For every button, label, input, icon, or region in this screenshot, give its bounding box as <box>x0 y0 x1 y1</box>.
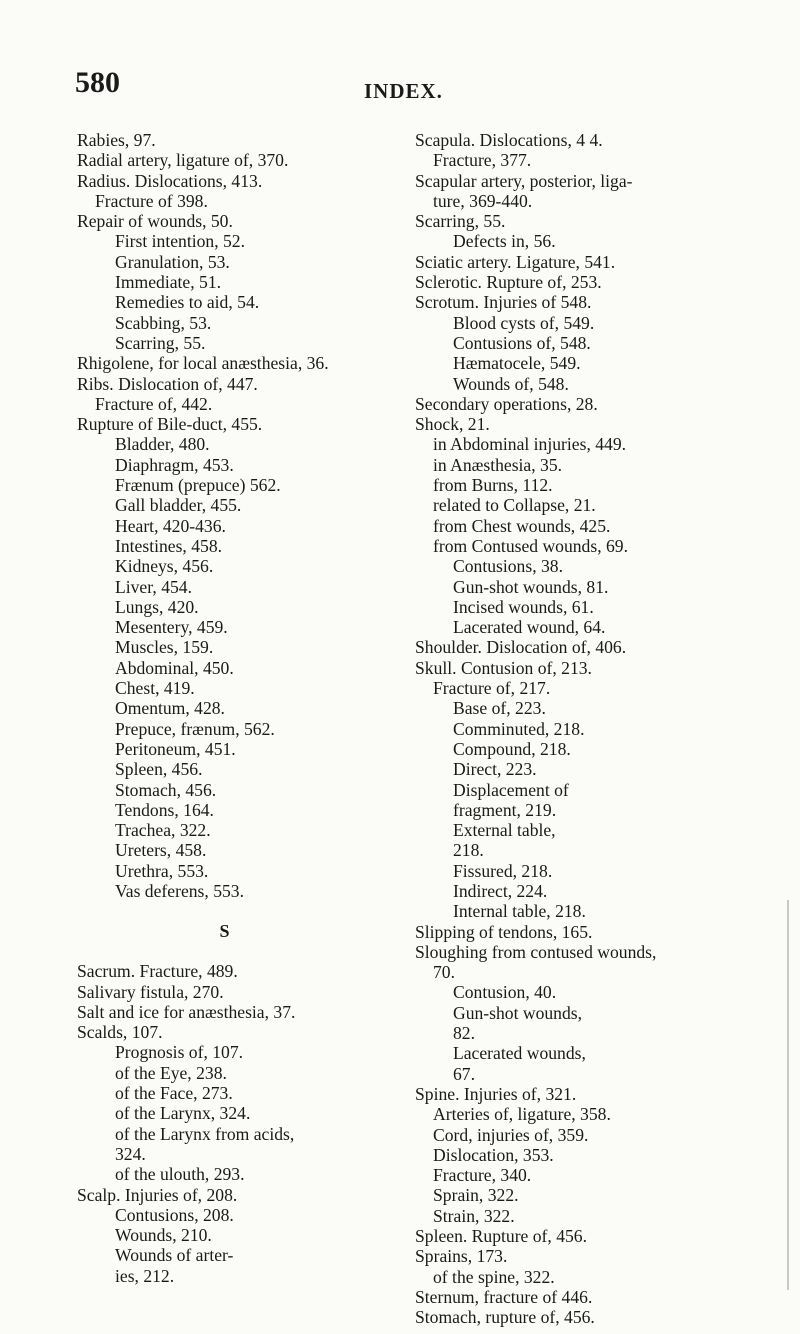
index-subentry: 67. <box>453 1063 475 1084</box>
index-entry: Sclerotic. Rupture of, 253. <box>415 272 602 293</box>
section-letter: S <box>219 921 230 942</box>
index-subentry: Compound, 218. <box>453 738 571 759</box>
index-subentry: Dislocation, 353. <box>433 1144 554 1165</box>
index-subentry: Abdominal, 450. <box>115 657 234 678</box>
index-subentry: from Burns, 112. <box>433 475 553 496</box>
index-entry: Ribs. Dislocation of, 447. <box>77 373 258 394</box>
index-subentry: Remedies to aid, 54. <box>115 292 260 313</box>
page-number: 580 <box>75 66 120 99</box>
index-subentry: Heart, 420-436. <box>115 515 226 536</box>
index-subentry: from Chest wounds, 425. <box>433 515 611 536</box>
index-entry: Rhigolene, for local anæsthesia, 36. <box>77 353 329 374</box>
index-entry: Rabies, 97. <box>77 130 156 150</box>
index-column-right <box>415 130 755 1328</box>
index-subentry: Strain, 322. <box>433 1205 515 1226</box>
index-entry: Rupture of Bile-duct, 455. <box>77 414 263 435</box>
index-subentry: Diaphragm, 453. <box>115 454 234 475</box>
index-subentry: Wounds of arter- <box>115 1245 234 1266</box>
index-subentry: Direct, 223. <box>453 759 537 780</box>
index-subentry: Lungs, 420. <box>115 596 199 617</box>
index-subentry: Ureters, 458. <box>115 840 207 861</box>
index-entry: Secondary operations, 28. <box>415 393 598 414</box>
index-subentry: Wounds of, 548. <box>453 373 569 394</box>
index-subentry: Fracture, 340. <box>433 1165 532 1186</box>
index-subentry: Lacerated wound, 64. <box>453 617 606 638</box>
index-entry: Spleen. Rupture of, 456. <box>415 1226 588 1247</box>
index-entry: Sternum, fracture of 446. <box>415 1286 593 1307</box>
index-subentry: Defects in, 56. <box>453 231 556 252</box>
index-subentry: Prepuce, frænum, 562. <box>115 718 275 739</box>
index-subentry: Frænum (prepuce) 562. <box>115 475 281 496</box>
index-subentry: Kidneys, 456. <box>115 556 214 577</box>
spacer <box>77 901 402 911</box>
index-subentry: Fracture of, 442. <box>95 393 213 414</box>
index-subentry: of the spine, 322. <box>433 1266 555 1287</box>
index-subentry: Arteries of, ligature, 358. <box>433 1104 611 1125</box>
index-subentry: Tendons, 164. <box>115 799 214 820</box>
index-subentry: Muscles, 159. <box>115 637 214 658</box>
index-subentry: Gall bladder, 455. <box>115 495 242 516</box>
index-subentry: fragment, 219. <box>453 799 557 820</box>
index-subentry: Contusions, 208. <box>115 1204 234 1225</box>
page-title: INDEX. <box>364 79 443 103</box>
index-subentry: of the Larynx from acids, <box>115 1123 295 1144</box>
index-subentry: 70. <box>433 962 455 983</box>
index-subentry: Contusions, 38. <box>453 556 563 577</box>
index-subentry: 324. <box>115 1143 146 1164</box>
index-subentry: in Anæsthesia, 35. <box>433 454 563 475</box>
index-entry: Scapular artery, posterior, liga- <box>415 170 633 191</box>
index-entry: Scarring, 55. <box>415 211 506 232</box>
index-subentry: Contusions of, 548. <box>453 332 591 353</box>
index-subentry: Spleen, 456. <box>115 759 203 780</box>
index-subentry: Immediate, 51. <box>115 272 222 293</box>
index-entry: Radius. Dislocations, 413. <box>77 170 263 191</box>
index-subentry: Cord, injuries of, 359. <box>433 1124 589 1145</box>
index-subentry: of the Face, 273. <box>115 1083 233 1104</box>
index-subentry: Vas deferens, 553. <box>115 880 244 901</box>
index-subentry: Fracture of 398. <box>95 190 208 211</box>
index-subentry: Gun-shot wounds, <box>453 1002 583 1023</box>
page-edge-shadow <box>787 900 789 1290</box>
index-entry: Scapula. Dislocations, 4 4. <box>415 130 603 150</box>
index-subentry: Stomach, 456. <box>115 779 217 800</box>
index-entry: Radial artery, ligature of, 370. <box>77 150 289 171</box>
index-subentry: Gun-shot wounds, 81. <box>453 576 609 597</box>
index-subentry: of the ulouth, 293. <box>115 1164 245 1185</box>
index-subentry: ies, 212. <box>115 1265 175 1286</box>
index-entry: Salivary fistula, 270. <box>77 981 224 1002</box>
index-entry: Sciatic artery. Ligature, 541. <box>415 251 616 272</box>
index-subentry: of the Eye, 238. <box>115 1062 227 1083</box>
index-subentry: Wounds, 210. <box>115 1225 212 1246</box>
index-entry: Scalds, 107. <box>77 1022 163 1043</box>
index-subentry: Sprain, 322. <box>433 1185 519 1206</box>
index-subentry: of the Larynx, 324. <box>115 1103 251 1124</box>
index-subentry: Lacerated wounds, <box>453 1043 586 1064</box>
index-subentry: Blood cysts of, 549. <box>453 312 595 333</box>
index-subentry: Bladder, 480. <box>115 434 210 455</box>
index-subentry: Contusion, 40. <box>453 982 557 1003</box>
index-subentry: Fissured, 218. <box>453 860 553 881</box>
index-subentry: Hæmatocele, 549. <box>453 353 581 374</box>
index-subentry: Intestines, 458. <box>115 535 223 556</box>
index-subentry: in Abdominal injuries, 449. <box>433 434 627 455</box>
index-subentry: Incised wounds, 61. <box>453 596 594 617</box>
index-subentry: related to Collapse, 21. <box>433 495 596 516</box>
index-entry: Scrotum. Injuries of 548. <box>415 292 592 313</box>
index-subentry: Prognosis of, 107. <box>115 1042 244 1063</box>
index-subentry: First intention, 52. <box>115 231 246 252</box>
index-entry: Shoulder. Dislocation of, 406. <box>415 637 627 658</box>
index-entry: Spine. Injuries of, 321. <box>415 1083 577 1104</box>
index-subentry: Fracture of, 217. <box>433 678 551 699</box>
index-subentry: Comminuted, 218. <box>453 718 585 739</box>
index-entry: Repair of wounds, 50. <box>77 211 233 232</box>
index-subentry: Chest, 419. <box>115 678 195 699</box>
index-subentry: from Contused wounds, 69. <box>433 535 628 556</box>
index-subentry: Trachea, 322. <box>115 820 211 841</box>
index-subentry: Urethra, 553. <box>115 860 209 881</box>
index-subentry: Indirect, 224. <box>453 880 548 901</box>
index-subentry: External table, <box>453 820 556 841</box>
index-entry: Sprains, 173. <box>415 1246 508 1267</box>
index-entry: Skull. Contusion of, 213. <box>415 657 592 678</box>
index-entry: Salt and ice for anæsthesia, 37. <box>77 1001 296 1022</box>
index-subentry: Peritoneum, 451. <box>115 738 236 759</box>
index-subentry: Internal table, 218. <box>453 901 586 922</box>
index-subentry: Liver, 454. <box>115 576 192 597</box>
index-subentry: 82. <box>453 1023 475 1044</box>
index-subentry: Displacement of <box>453 779 569 800</box>
index-entry: Sloughing from contused wounds, <box>415 941 657 962</box>
index-entry: Shock, 21. <box>415 414 490 435</box>
index-subentry: Scarring, 55. <box>115 332 206 353</box>
index-column-left <box>77 130 402 1286</box>
index-entry: Stomach, rupture of, 456. <box>415 1307 595 1328</box>
index-entry: Sacrum. Fracture, 489. <box>77 961 238 982</box>
index-subentry: ture, 369-440. <box>433 190 533 211</box>
index-entry: Scalp. Injuries of, 208. <box>77 1184 238 1205</box>
spacer <box>77 951 402 961</box>
index-entry: Slipping of tendons, 165. <box>415 921 593 942</box>
index-subentry: Base of, 223. <box>453 698 546 719</box>
index-subentry: Fracture, 377. <box>433 150 532 171</box>
index-subentry: Granulation, 53. <box>115 251 230 272</box>
index-subentry: Scabbing, 53. <box>115 312 212 333</box>
index-subentry: Omentum, 428. <box>115 698 225 719</box>
index-subentry: 218. <box>453 840 484 861</box>
index-subentry: Mesentery, 459. <box>115 617 228 638</box>
